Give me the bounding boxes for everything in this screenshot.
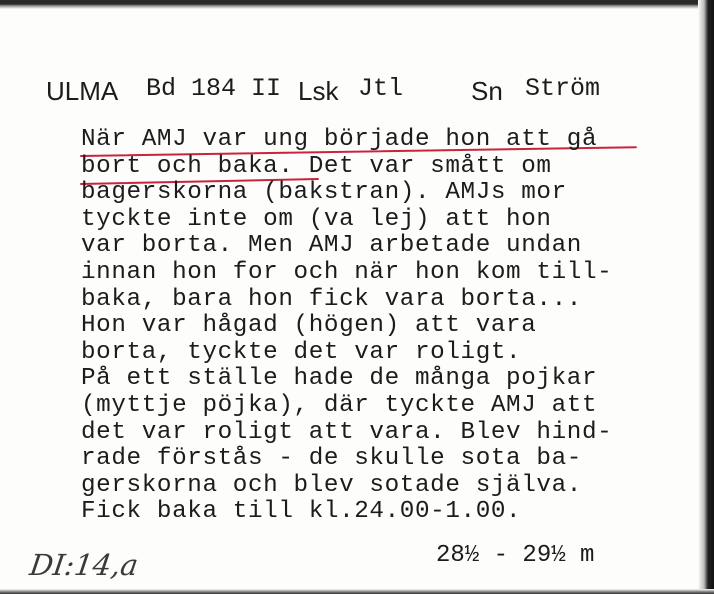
parish-type-label: Lsk: [298, 76, 339, 106]
card-right-edge: [698, 0, 714, 594]
body-line: Fick baka till kl.24.00-1.00.: [81, 498, 522, 526]
body-line: (myttje pöjka), där tyckte AMJ att: [81, 391, 598, 419]
volume-label: Bd 184 II: [146, 74, 282, 103]
body-line: gerskorna och blev sotade själva.: [81, 471, 582, 499]
body-line: bagerskorna (bakstran). AMJs mor: [81, 179, 567, 207]
body-line: Hon var hågad (högen) att vara: [81, 312, 537, 340]
card-top-edge: [0, 0, 714, 9]
body-line: baka, bara hon fick vara borta...: [81, 285, 582, 313]
body-line: det var roligt att vara. Blev hind-: [81, 418, 613, 446]
body-line: borta, tyckte det var roligt.: [81, 338, 522, 366]
body-line: bort och baka. Det var smått om: [81, 152, 552, 180]
parish-name: Ström: [525, 74, 601, 103]
body-line: innan hon for och när hon kom till-: [81, 258, 613, 286]
body-line: På ett ställe hade de många pojkar: [81, 365, 598, 393]
page-reference: 28½ - 29½ m: [436, 542, 595, 569]
archive-label: ULMA: [46, 76, 119, 106]
body-line: rade förstås - de skulle sota ba-: [81, 445, 582, 473]
body-line: När AMJ var ung började hon att gå: [81, 126, 598, 153]
body-line: tyckte inte om (va lej) att hon: [81, 205, 552, 233]
card-body-text: [81, 127, 612, 526]
card-bottom-edge: [0, 589, 714, 594]
region-label: Jtl: [358, 74, 404, 103]
body-line: var borta. Men AMJ arbetade undan: [81, 232, 582, 260]
parish-key-label: Sn: [471, 76, 503, 106]
handwritten-signature: DI:14,a: [27, 548, 141, 582]
